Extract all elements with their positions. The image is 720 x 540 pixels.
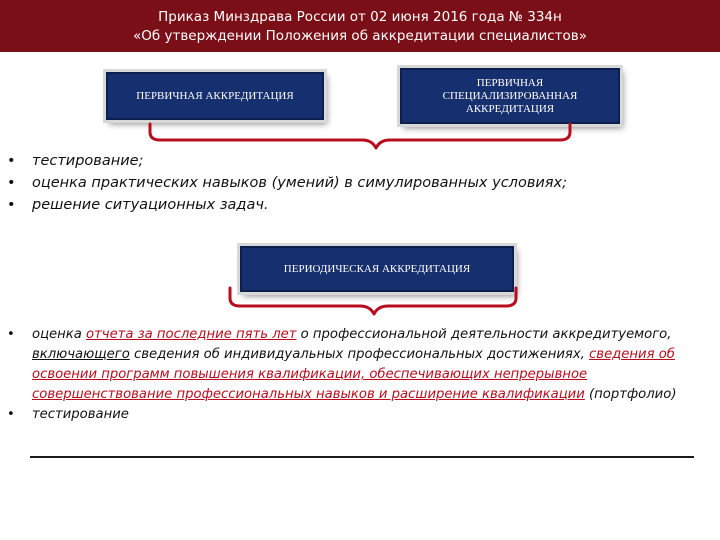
list-item: • тестирование; bbox=[7, 153, 144, 169]
divider bbox=[30, 456, 694, 458]
list-item: • оценка отчета за последние пять лет о профессиональной деятельности аккредитуемого, включающего сведения об индивидуальных профессиональных достижениях, сведения об освоении программ повышения квалификации, обеспечивающих непрерывное совершенствование профессиональных навыков и расширение квалификации (портфолио) bbox=[7, 327, 677, 402]
periodic-accreditation-box: ПЕРИОДИЧЕСКАЯ АККРЕДИТАЦИЯ bbox=[240, 246, 514, 292]
report-highlight: отчета за последние пять лет bbox=[86, 327, 297, 342]
list-item: • оценка практических навыков (умений) в симулированных условиях; bbox=[7, 175, 567, 191]
list-item: • тестирование bbox=[7, 407, 129, 422]
primary-specialized-accreditation-box: ПЕРВИЧНАЯ СПЕЦИАЛИЗИРОВАННАЯ АККРЕДИТАЦИЯ bbox=[400, 68, 620, 124]
courses-highlight: сведения об освоении программ повышения квалификации, обеспечивающих непрерывное совершенствование профессиональных навыков и расширение квалификации bbox=[32, 347, 675, 402]
title-line-2: «Об утверждении Положения об аккредитации специалистов» bbox=[133, 28, 587, 44]
list-item: • решение ситуационных задач. bbox=[7, 197, 269, 213]
primary-accreditation-box: ПЕРВИЧНАЯ АККРЕДИТАЦИЯ bbox=[106, 72, 324, 120]
periodic-accreditation-list bbox=[0, 325, 712, 425]
title-line-1: Приказ Минздрава России от 02 июня 2016 года № 334н bbox=[158, 9, 562, 25]
including-underline: включающего bbox=[32, 347, 130, 362]
